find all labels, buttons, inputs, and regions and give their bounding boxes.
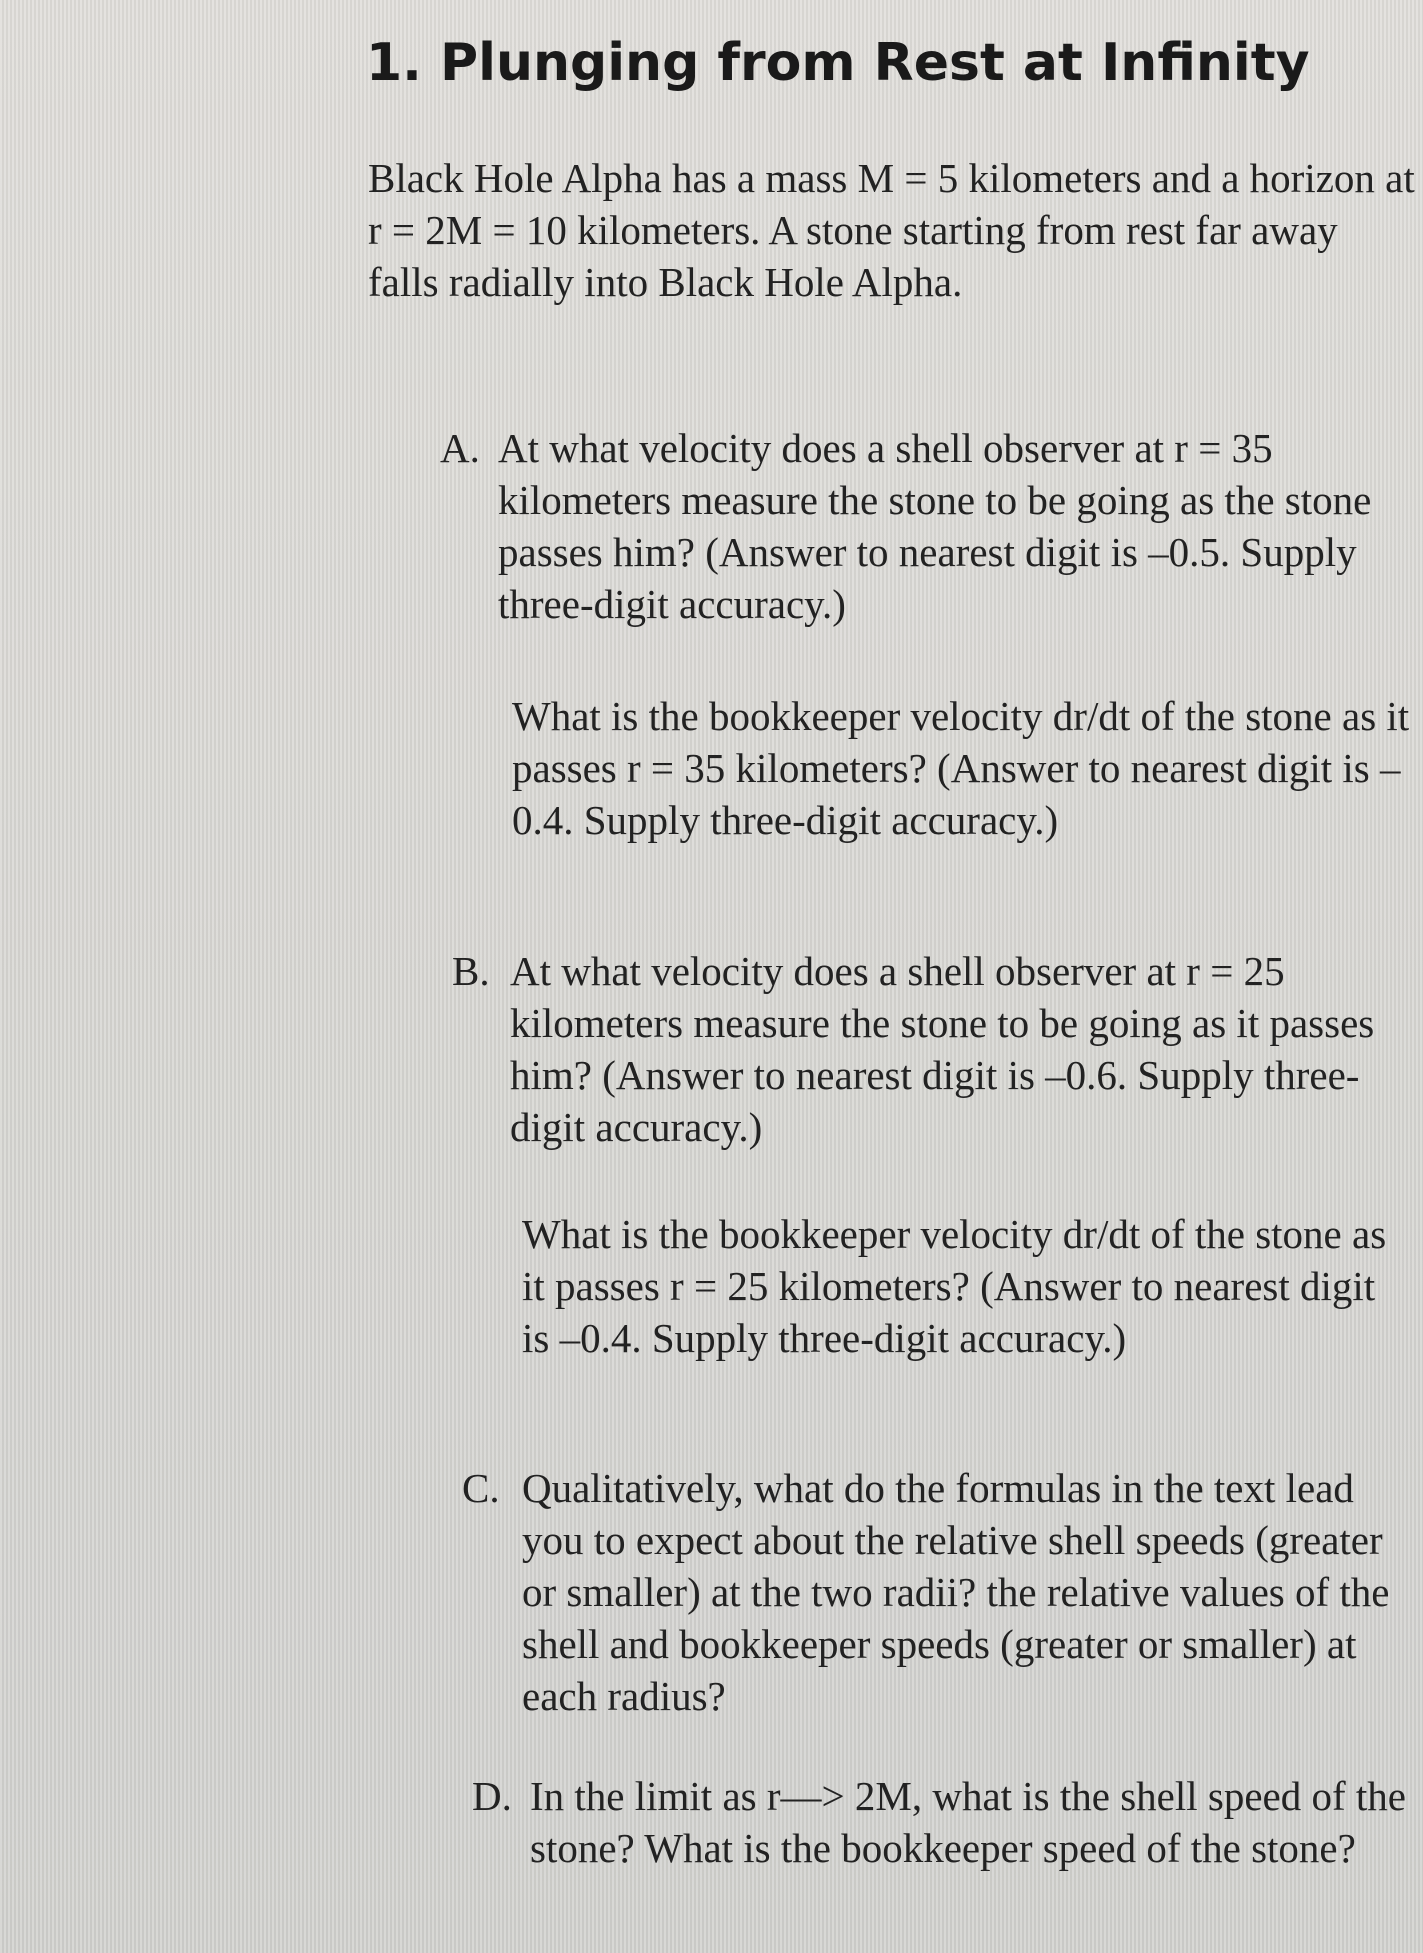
part-b-question: At what velocity does a shell observer at r = 25 kilometers measure the stone to be going as it passes him? (Answer to nearest digit is –0.6. Supply three-digit accuracy.) [510, 948, 1375, 1150]
part-b-label: B. [452, 948, 490, 994]
part-b-followup: What is the bookkeeper velocity dr/dt of the stone as it passes r = 25 kilometers? (Answer to nearest digit is –0.4. Supply three-digit accuracy.) [522, 1211, 1387, 1361]
problem-intro: Black Hole Alpha has a mass M = 5 kilometers and a horizon at r = 2M = 10 kilometers. A stone starting from rest far away falls radially into Black Hole Alpha. [368, 155, 1415, 305]
part-c-label: C. [462, 1465, 500, 1511]
part-c-question: Qualitatively, what do the formulas in the text lead you to expect about the relative shell speeds (greater or smaller) at the two radii? the relative values of the shell and bookkeeper speeds (greater or smaller) at each radius? [522, 1465, 1390, 1719]
part-a-label: A. [440, 425, 480, 471]
part-d-label: D. [472, 1773, 512, 1819]
part-d-question: In the limit as r—> 2M, what is the shell speed of the stone? What is the bookkeeper speed of the stone? [530, 1773, 1406, 1871]
problem-title: 1. Plunging from Rest at Infinity [366, 33, 1310, 93]
part-a-question: At what velocity does a shell observer at r = 35 kilometers measure the stone to be going as the stone passes him? (Answer to nearest digit is –0.5. Supply three-digit accuracy.) [498, 425, 1372, 627]
part-a-followup: What is the bookkeeper velocity dr/dt of the stone as it passes r = 35 kilometers? (Answer to nearest digit is –0.4. Supply three-digit accuracy.) [512, 693, 1410, 843]
